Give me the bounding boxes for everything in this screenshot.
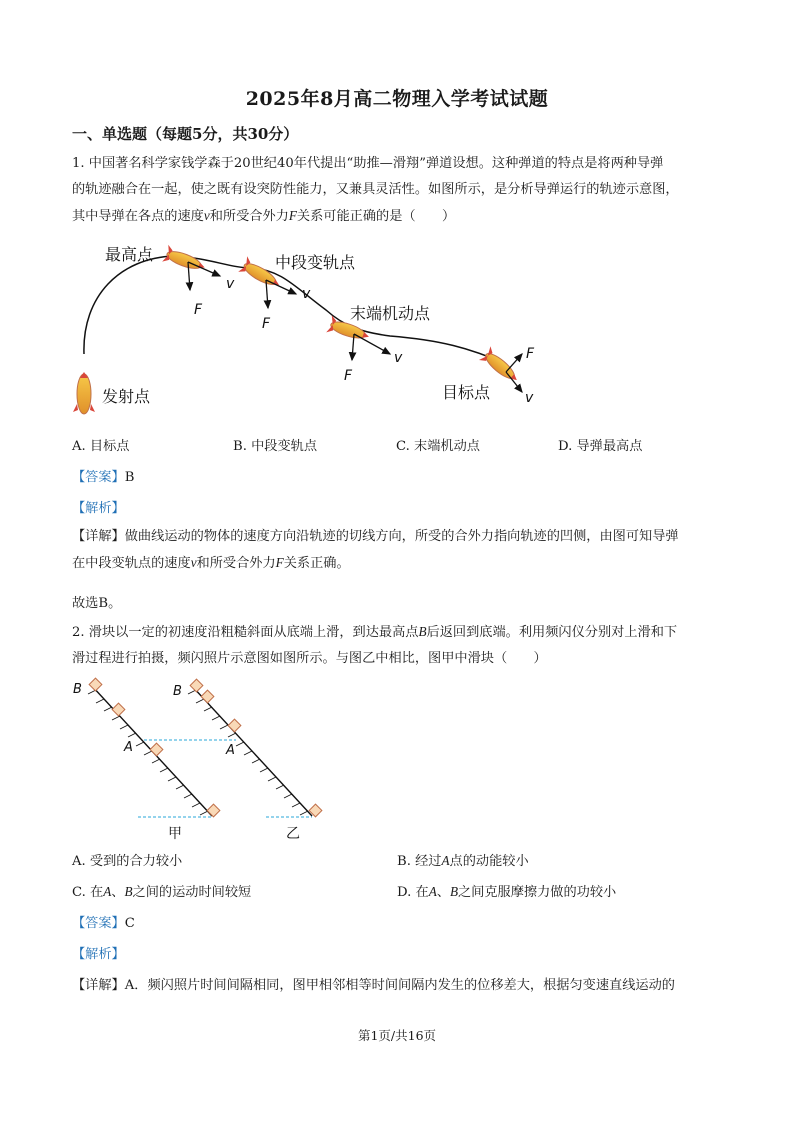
q1-conclusion: 故选B。 — [72, 596, 122, 611]
q1-detail-line1: 【详解】做曲线运动的物体的速度方向沿轨迹的切线方向，所受的合外力指向轨迹的凹侧，由图可知导弹 — [72, 529, 679, 544]
q1-stem-line1: 1. 中国著名科学家钱学森于20世纪40年代提出“助推—滑翔”弹道设想。这种弹道的特点是将两种导弹 — [72, 156, 664, 171]
label-end: 末端机动点 — [350, 304, 431, 323]
q2-answer: 【答案】C — [72, 916, 135, 931]
q1-option-b: B. 中段变轨点 — [233, 439, 318, 454]
q1-option-d: D. 导弹最高点 — [558, 439, 643, 454]
label-top: 最高点 — [105, 245, 154, 264]
label-mid: 中段变轨点 — [275, 253, 356, 272]
label-yi: 乙 — [286, 826, 300, 842]
q1-answer: 【答案】B — [72, 470, 135, 485]
q2-stem-line2: 滑过程进行拍摄，频闪照片示意图如图所示。与图乙中相比，图甲中滑块（ ） — [72, 651, 547, 666]
blocks-yi — [190, 679, 322, 817]
section-heading: 一、单选题（每题5分，共30分） — [72, 125, 299, 143]
q1-stem — [72, 151, 722, 230]
rocket-top-icon — [162, 245, 208, 276]
label-v-mid: v — [302, 286, 311, 302]
blocks-jia — [89, 678, 220, 817]
q1-detail-line2: 在中段变轨点的速度v和所受合外力F关系正确。 — [72, 555, 350, 571]
label-launch: 发射点 — [102, 387, 151, 406]
label-v-end: v — [394, 350, 403, 366]
mid-v-arrow — [266, 280, 296, 294]
label-B-yi: B — [173, 684, 182, 699]
label-v-top: v — [226, 276, 235, 292]
rocket-launch-icon — [73, 372, 95, 414]
q1-stem-line2: 的轨迹融合在一起，使之既有设突防性能力，又兼具灵活性。如图所示，是分析导弹运行的轨迹示意图， — [72, 182, 679, 197]
label-F-top: F — [194, 302, 203, 318]
end-v-arrow — [354, 334, 390, 354]
top-v-arrow — [188, 262, 220, 276]
q1-option-a: A. 目标点 — [72, 439, 130, 454]
q2-option-a: A. 受到的合力较小 — [72, 854, 183, 869]
label-F-mid: F — [262, 316, 271, 332]
q2-analysis: 【解析】 — [72, 947, 125, 962]
page-footer: 第1页/共16页 — [357, 1028, 437, 1043]
label-F-target: F — [526, 346, 535, 362]
target-F-arrow — [506, 354, 522, 372]
q1-trajectory-figure — [60, 236, 620, 426]
incline-yi-hatch — [188, 690, 308, 815]
label-B-jia: B — [73, 682, 82, 697]
rocket-target-icon — [479, 346, 523, 387]
incline-jia-hatch — [88, 690, 208, 815]
page-title: 2025年8月高二物理入学考试试题 — [245, 88, 549, 110]
q2-option-c: C. 在A、B之间的运动时间较短 — [72, 884, 252, 900]
label-A-yi: A — [226, 743, 235, 758]
q1-analysis: 【解析】 — [72, 501, 125, 516]
q2-incline-figure — [66, 676, 346, 846]
label-A-jia: A — [124, 740, 133, 755]
q2-option-d: D. 在A、B之间克服摩擦力做的功较小 — [397, 884, 617, 900]
q2-stem — [72, 619, 722, 672]
label-jia: 甲 — [168, 826, 182, 842]
label-F-end: F — [344, 368, 353, 384]
q2-option-b: B. 经过A点的动能较小 — [397, 853, 529, 869]
q1-detail — [72, 524, 722, 577]
q2-detail-line1: 【详解】A．频闪照片时间间隔相同，图甲相邻相等时间间隔内发生的位移差大，根据匀变速直线运动的 — [72, 978, 675, 993]
label-v-target: v — [525, 390, 534, 406]
trajectory-curve — [84, 256, 506, 364]
q1-option-c: C. 末端机动点 — [396, 439, 480, 454]
q2-stem-line1: 2. 滑块以一定的初速度沿粗糙斜面从底端上滑，到达最高点B后返回到底端。利用频闪仪分别对上滑和下 — [72, 624, 678, 640]
q1-stem-line3: 其中导弹在各点的速度v和所受合外力F关系可能正确的是（ ） — [72, 208, 456, 224]
label-target: 目标点 — [442, 383, 491, 402]
